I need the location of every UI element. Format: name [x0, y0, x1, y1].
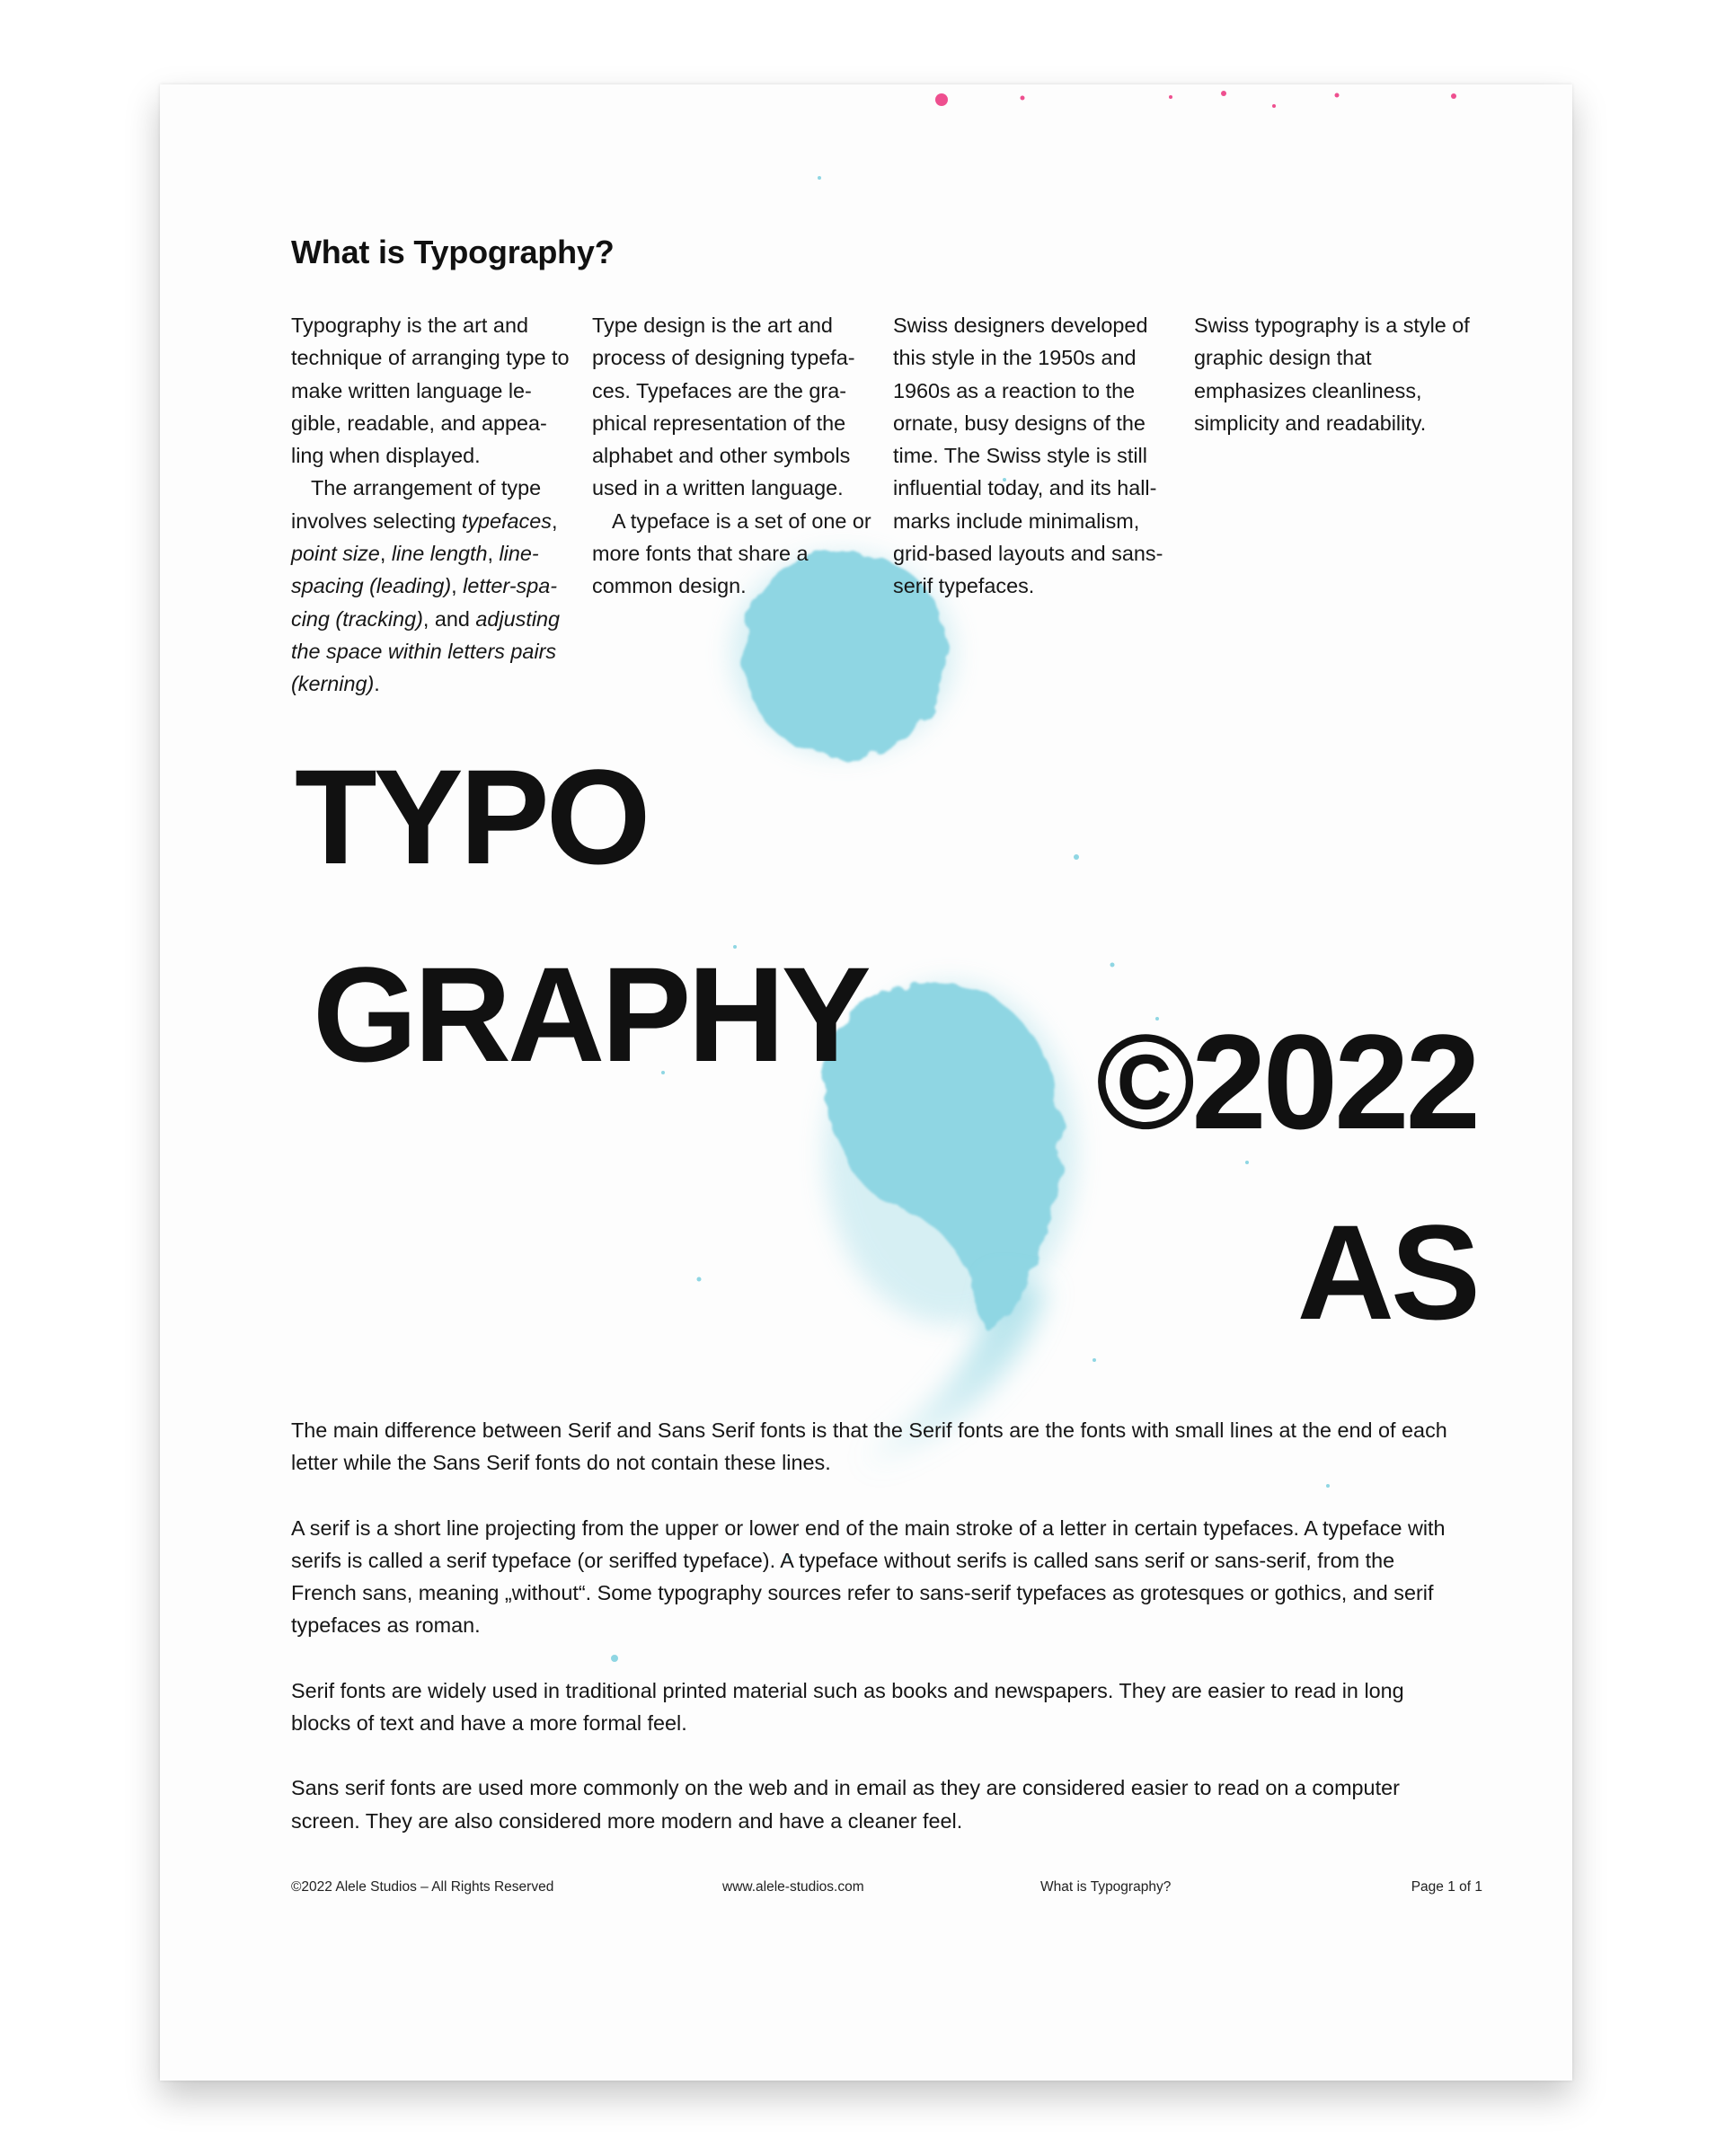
body-paragraph: The main difference between Serif and Sans Serif fonts is that the Serif fonts are the fonts with small lines at the end of each letter while the Sans Serif fonts do not contain these lines. — [291, 1418, 1447, 1475]
column-paragraph: Type design is the art and process of designing typefa-ces. Typefaces are the gra-phical representation of the alphabet and other symbols used in a written language. — [592, 314, 855, 500]
body-text — [291, 1414, 1450, 1869]
display-graphy: GRAPHY — [313, 939, 868, 1090]
body-paragraph: A serif is a short line projecting from the upper or lower end of the main stroke of a letter in certain typefaces. A typeface with serifs is called a serif typeface (or seriffed typeface). A typeface without serifs is called sans serif or sans-serif, from the French sans, meaning „without“. Some typography sources refer to sans-serif typefaces as grotesques or gothics, and serif typefaces as roman. — [291, 1515, 1446, 1638]
italic-term: point size — [291, 542, 380, 566]
display-year: ©2022 — [1095, 1006, 1477, 1157]
footer-page-number: Page 1 of 1 — [1411, 1879, 1482, 1895]
column-paragraph: The arrangement of type involves selecting typefaces, point size, line length, line-spacing (leading), letter-spa-cing (tracking), and adjusting the space within letters pairs (kerning). — [291, 476, 561, 696]
intro-column-swiss-typography — [1194, 309, 1480, 439]
footer-website: www.alele-studios.com — [722, 1879, 864, 1895]
display-initials: AS — [1296, 1197, 1477, 1348]
italic-term: line-spacing (leading) — [291, 542, 539, 598]
poster-sheet — [160, 84, 1572, 2081]
italic-term: line length — [391, 542, 488, 566]
italic-term: typefaces — [461, 508, 552, 533]
intro-column-type-design — [592, 309, 878, 603]
column-paragraph: Swiss designers developed this style in the 1950s and 1960s as a reaction to the ornate, busy designs of the time. The Swiss style is still influential today, and its hall-marks include minimalism, grid-based layouts and sans-serif typefaces. — [893, 314, 1163, 598]
display-typo: TYPO — [295, 741, 648, 892]
column-paragraph: Typography is the art and technique of arranging type to make written language le-gible, readable, and appea-ling when displayed. — [291, 314, 570, 468]
italic-term: adjusting the space within letters pairs (kerning) — [291, 606, 561, 696]
column-paragraph: A typeface is a set of one or more fonts that share a common design. — [592, 508, 871, 598]
footer-copyright: ©2022 Alele Studios – All Rights Reserved — [291, 1879, 554, 1895]
body-paragraph: Serif fonts are widely used in traditional printed material such as books and newspapers. They are easier to read in long blocks of text and have a more formal feel. — [291, 1678, 1404, 1736]
intro-column-typography — [291, 309, 577, 701]
column-paragraph: Swiss typography is a style of graphic design that emphasizes cleanliness, simplicity and readability. — [1194, 314, 1470, 435]
italic-term: letter-spa-cing (tracking) — [291, 574, 558, 631]
page-title: What is Typography? — [291, 234, 615, 270]
intro-column-swiss-designers — [893, 309, 1179, 603]
footer-doc-title: What is Typography? — [1040, 1879, 1172, 1895]
body-paragraph: Sans serif fonts are used more commonly on the web and in email as they are considered easier to read on a computer screen. They are also considered more modern and have a cleaner feel. — [291, 1776, 1400, 1833]
